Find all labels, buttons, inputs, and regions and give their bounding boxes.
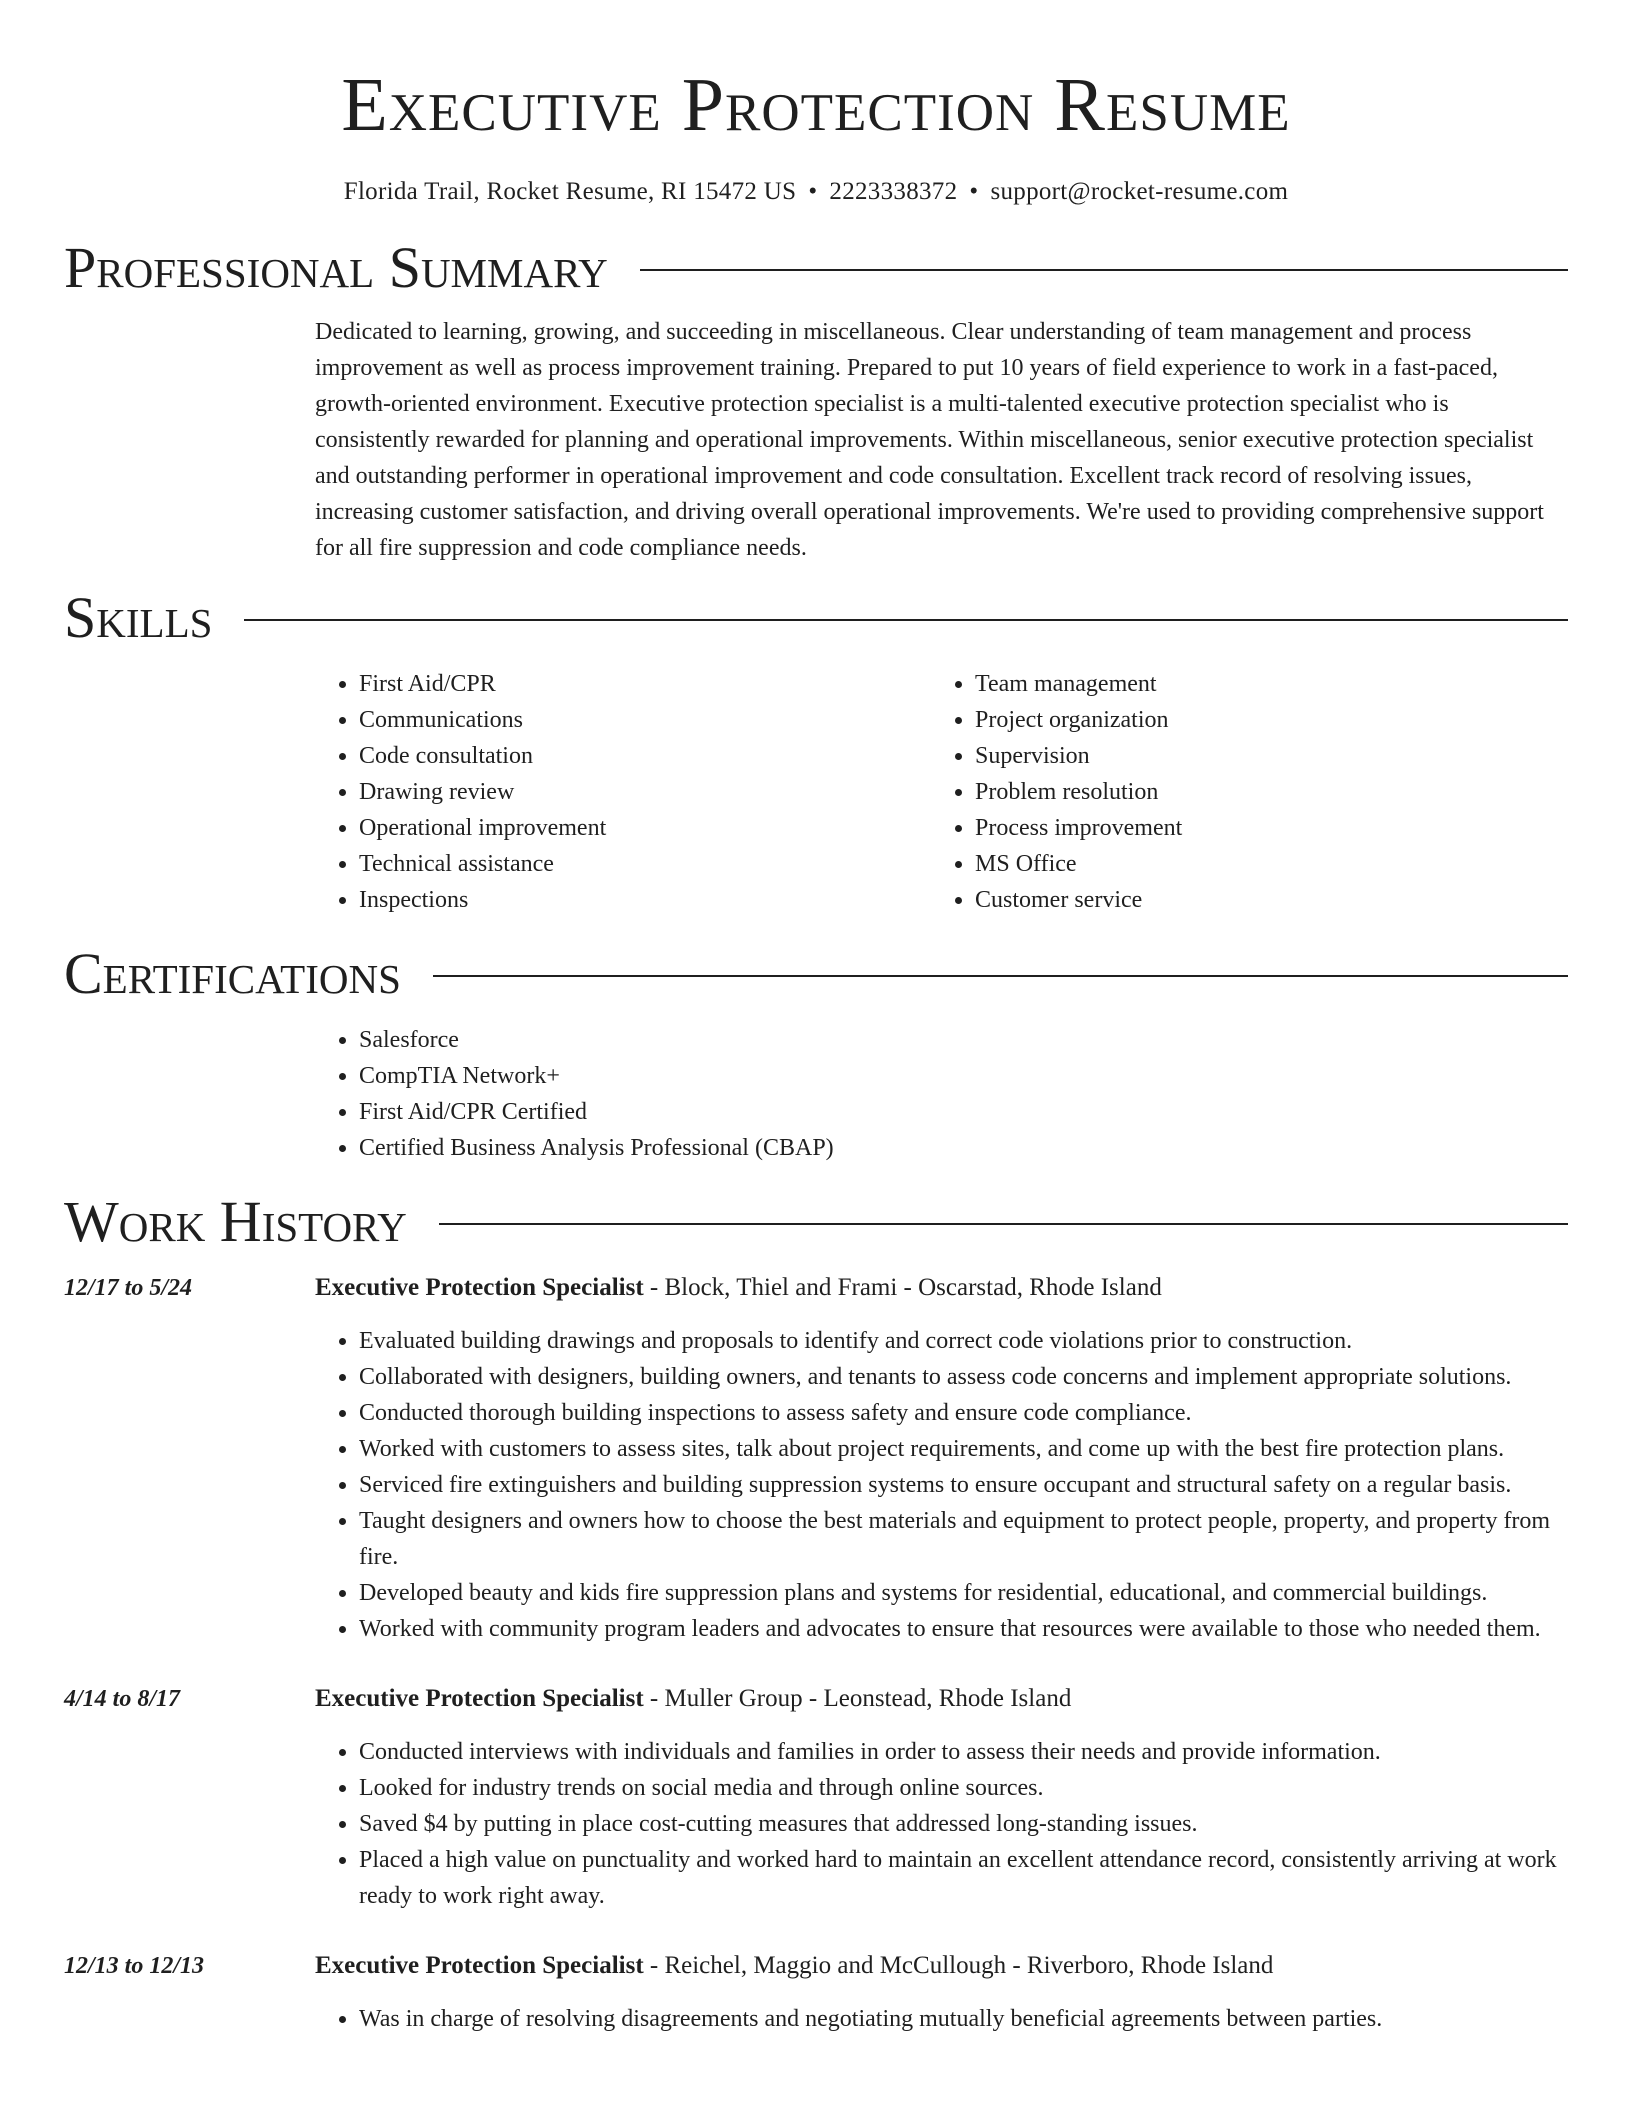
job-body xyxy=(315,1681,1568,1914)
job-bullet: • Developed beauty and kids fire suppression plans and systems for residential, educational, and commercial buildings. xyxy=(359,1575,1568,1611)
skill-item: • Project organization xyxy=(975,702,1547,738)
skill-item: • MS Office xyxy=(975,846,1547,882)
contact-separator: • xyxy=(969,178,979,205)
skill-item: • Problem resolution xyxy=(975,774,1547,810)
job-bullet: • Taught designers and owners how to choose the best materials and equipment to protect people, property, and property from fire. xyxy=(359,1503,1568,1575)
skill-item: • First Aid/CPR xyxy=(359,666,931,702)
skills-column-right xyxy=(931,666,1547,918)
skill-item: • Customer service xyxy=(975,882,1547,918)
skills-heading: Skills xyxy=(64,585,213,650)
job-bullet: • Placed a high value on punctuality and worked hard to maintain an excellent attendance record, consistently arriving at work ready to work right away. xyxy=(359,1842,1568,1914)
work-history-section-header xyxy=(64,1188,1568,1256)
skill-item: • Communications xyxy=(359,702,931,738)
job-employer: - Muller Group - Leonstead, Rhode Island xyxy=(643,1685,1072,1712)
job-entry xyxy=(64,1270,1568,1647)
job-bullet: • Serviced fire extinguishers and building suppression systems to ensure occupant and structural safety on a regular basis. xyxy=(359,1467,1568,1503)
job-title: Executive Protection Specialist xyxy=(315,1952,644,1979)
job-bullet: • Saved $4 by putting in place cost-cutting measures that addressed long-standing issues. xyxy=(359,1806,1568,1842)
certifications-list xyxy=(315,1022,1568,1166)
summary-section-header xyxy=(64,234,1568,302)
resume-page xyxy=(64,0,1568,2037)
job-body xyxy=(315,1270,1568,1647)
job-employer: - Block, Thiel and Frami - Oscarstad, Rhode Island xyxy=(643,1274,1162,1301)
job-bullet: • Worked with community program leaders and advocates to ensure that resources were available to those who needed them. xyxy=(359,1611,1568,1647)
work-history-heading: Work History xyxy=(64,1189,407,1254)
job-dates: 4/14 to 8/17 xyxy=(64,1686,181,1712)
skills-list xyxy=(315,666,1568,918)
skill-item: • Operational improvement xyxy=(359,810,931,846)
certifications-heading: Certifications xyxy=(64,941,401,1006)
skill-item: • Team management xyxy=(975,666,1547,702)
page-title: Executive Protection Resume xyxy=(341,63,1291,147)
contact-phone: 2223338372 xyxy=(829,178,958,205)
job-dates: 12/13 to 12/13 xyxy=(64,1953,205,1979)
skill-item: • Supervision xyxy=(975,738,1547,774)
job-bullet: • Was in charge of resolving disagreements and negotiating mutually beneficial agreements between parties. xyxy=(359,2001,1568,2037)
job-employer: - Reichel, Maggio and McCullough - Riverboro, Rhode Island xyxy=(643,1952,1274,1979)
job-bullet: • Looked for industry trends on social media and through online sources. xyxy=(359,1770,1568,1806)
job-title: Executive Protection Specialist xyxy=(315,1685,644,1712)
contact-separator: • xyxy=(808,178,818,205)
job-bullet: • Conducted interviews with individuals and families in order to assess their needs and provide information. xyxy=(359,1734,1568,1770)
job-heading xyxy=(315,1270,1568,1306)
skill-item: • Inspections xyxy=(359,882,931,918)
skills-section-header xyxy=(64,584,1568,652)
job-heading xyxy=(315,1948,1568,1984)
summary-text: Dedicated to learning, growing, and succeeding in miscellaneous. Clear understanding of team management and process improvement as well as process improvement training. Prepared to put 10 years of field experience to work in a fast-paced, growth-oriented environment. Executive protection specialist is a multi-talented executive protection specialist who is consistently rewarded for planning and operational improvements. Within miscellaneous, senior executive protection specialist and outstanding performer in operational improvement and code consultation. Excellent track record of resolving issues, increasing customer satisfaction, and driving overall operational improvements. We're used to providing comprehensive support for all fire suppression and code compliance needs. xyxy=(315,319,1544,561)
contact-email[interactable]: support@rocket-resume.com xyxy=(990,178,1289,205)
certifications-section-header xyxy=(64,940,1568,1008)
job-entry xyxy=(64,1681,1568,1914)
skill-item: • Drawing review xyxy=(359,774,931,810)
certification-item: • CompTIA Network+ xyxy=(359,1058,1568,1094)
job-bullet: • Evaluated building drawings and proposals to identify and correct code violations prior to construction. xyxy=(359,1323,1568,1359)
skill-item: • Code consultation xyxy=(359,738,931,774)
job-bullet: • Conducted thorough building inspections to assess safety and ensure code compliance. xyxy=(359,1395,1568,1431)
certification-item: • First Aid/CPR Certified xyxy=(359,1094,1568,1130)
summary-heading: Professional Summary xyxy=(64,235,608,300)
job-heading xyxy=(315,1681,1568,1717)
job-entry xyxy=(64,1948,1568,2037)
section-divider xyxy=(433,975,1568,977)
certification-item: • Salesforce xyxy=(359,1022,1568,1058)
section-divider xyxy=(439,1223,1568,1225)
skill-item: • Technical assistance xyxy=(359,846,931,882)
job-bullet: • Worked with customers to assess sites, talk about project requirements, and come up with the best fire protection plans. xyxy=(359,1431,1568,1467)
job-dates: 12/17 to 5/24 xyxy=(64,1275,193,1301)
section-divider xyxy=(640,269,1568,271)
contact-line xyxy=(64,176,1568,208)
section-divider xyxy=(244,619,1568,621)
job-body xyxy=(315,1948,1568,2037)
certification-item: • Certified Business Analysis Professional (CBAP) xyxy=(359,1130,1568,1166)
job-title: Executive Protection Specialist xyxy=(315,1274,644,1301)
contact-address: Florida Trail, Rocket Resume, RI 15472 US xyxy=(343,178,797,205)
skill-item: • Process improvement xyxy=(975,810,1547,846)
skills-column-left xyxy=(315,666,931,918)
job-bullet: • Collaborated with designers, building owners, and tenants to assess code concerns and implement appropriate solutions. xyxy=(359,1359,1568,1395)
